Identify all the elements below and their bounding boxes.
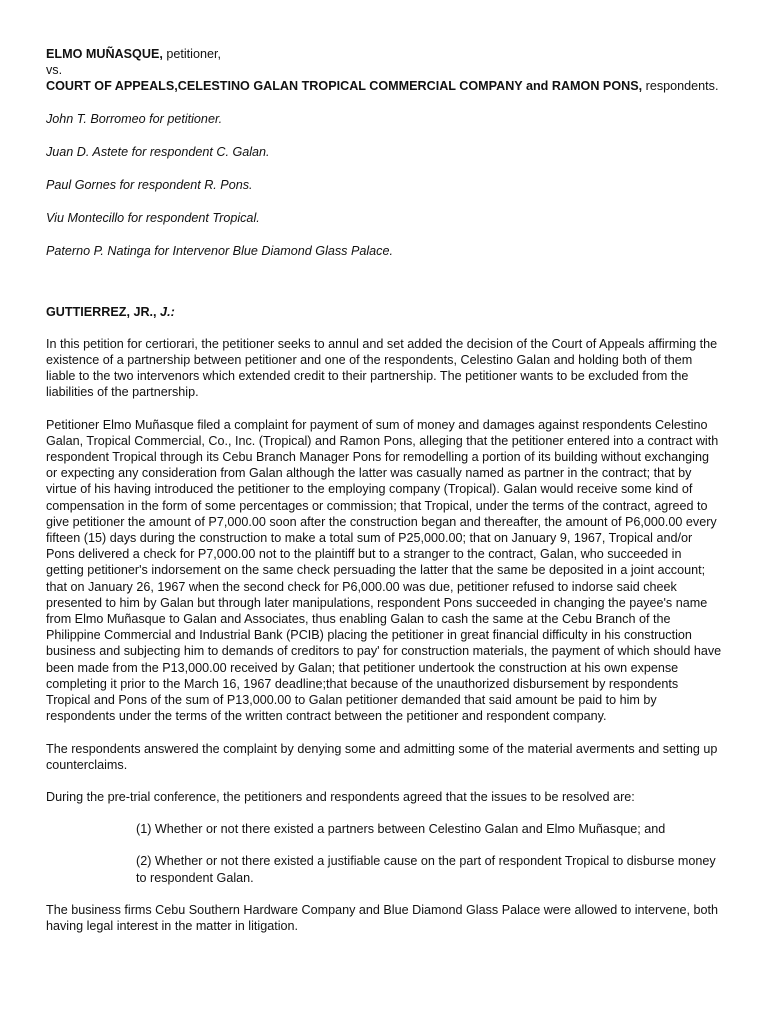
respondents-line	[46, 78, 722, 94]
ponente-heading	[46, 304, 722, 320]
counsel-line: Paterno P. Natinga for Intervenor Blue Diamond Glass Palace.	[46, 244, 393, 259]
respondents-names: COURT OF APPEALS,CELESTINO GALAN TROPICAL COMMERCIAL COMPANY and RAMON PONS,	[46, 79, 643, 94]
respondents-role: respondents.	[642, 79, 719, 94]
body-paragraph: The respondents answered the complaint by denying some and admitting some of the material averments and setting up counterclaims.	[46, 741, 718, 772]
issue-item: (2) Whether or not there existed a justifiable cause on the part of respondent Tropical to disburse money to respondent Galan.	[136, 854, 716, 885]
counsel-line: Paul Gornes for respondent R. Pons.	[46, 178, 253, 193]
document-page	[46, 46, 722, 950]
ponente-name: GUTTIERREZ, JR.,	[46, 304, 157, 319]
petitioner-role: petitioner,	[162, 47, 221, 61]
case-caption	[46, 46, 722, 95]
counsel-line: Viu Montecillo for respondent Tropical.	[46, 211, 260, 226]
body-paragraph: During the pre-trial conference, the petitioners and respondents agreed that the issues to be resolved are:	[46, 789, 635, 804]
counsel-list	[46, 111, 722, 260]
body-paragraph: In this petition for certiorari, the petitioner seeks to annul and set added the decision of the Court of Appeals affirming the existence of a partnership between petitioner and one of the respondents, Celestino Galan and holding both of them liable to the two intervenors which extended credit to their partnership. The petitioner wants to be excluded from the liabilities of the partnership.	[46, 336, 718, 400]
petitioner-line	[46, 46, 722, 62]
ponente-title: J.:	[156, 304, 175, 319]
body-paragraph: The business firms Cebu Southern Hardware Company and Blue Diamond Glass Palace were allowed to intervene, both having legal interest in the matter in litigation.	[46, 902, 719, 933]
petitioner-name: ELMO MUÑASQUE,	[46, 47, 163, 61]
versus-line: vs.	[46, 63, 63, 78]
issue-item: (1) Whether or not there existed a partners between Celestino Galan and Elmo Muñasque; and	[136, 822, 666, 837]
counsel-line: John T. Borromeo for petitioner.	[46, 111, 223, 126]
counsel-line: Juan D. Astete for respondent C. Galan.	[46, 144, 270, 159]
body-paragraph: Petitioner Elmo Muñasque filed a complaint for payment of sum of money and damages against respondents Celestino Galan, Tropical Commercial, Co., Inc. (Tropical) and Ramon Pons, alleging that the petitioner entered into a contract with respondent Tropical through its Cebu Branch Manager Pons for remodelling a portion of its building without exchanging or expecting any consideration from Galan although the latter was casually named as partner in the contract; that by virtue of his having introduced the petitioner to the employing company (Tropical). Galan would receive some kind of compensation in the form of some percentages or commission; that Tropical, under the terms of the contract, agreed to give petitioner the amount of P7,000.00 soon after the construction began and thereafter, the amount of P6,000.00 every fifteen (15) days during the construction to make a total sum of P25,000.00; that on January 9, 1967, Tropical and/or Pons delivered a check for P7,000.00 not to the plaintiff but to a stranger to the contract, Galan, who succeeded in getting petitioner's indorsement on the same check persuading the latter that the same be deposited in a joint account; that on January 26, 1967 when the second check for P6,000.00 was due, petitioner refused to indorse said cheek presented to him by Galan but through later manipulations, respondent Pons succeeded in changing the payee's name from Elmo Muñasque to Galan and Associates, thus enabling Galan to cash the same at the Cebu Branch of the Philippine Commercial and Industrial Bank (PCIB) placing the petitioner in great financial difficulty in his construction business and subjecting him to demands of creditors to pay' for construction materials, the payment of which should have been made from the P13,000.00 received by Galan; that petitioner undertook the construction at his own expense completing it prior to the March 16, 1967 deadline;that because of the unauthorized disbursement by respondents Tropical and Pons of the sum of P13,000.00 to Galan petitioner demanded that said amount be paid to him by respondents under the terms of the written contract between the petitioner and respondent company.	[46, 417, 722, 724]
